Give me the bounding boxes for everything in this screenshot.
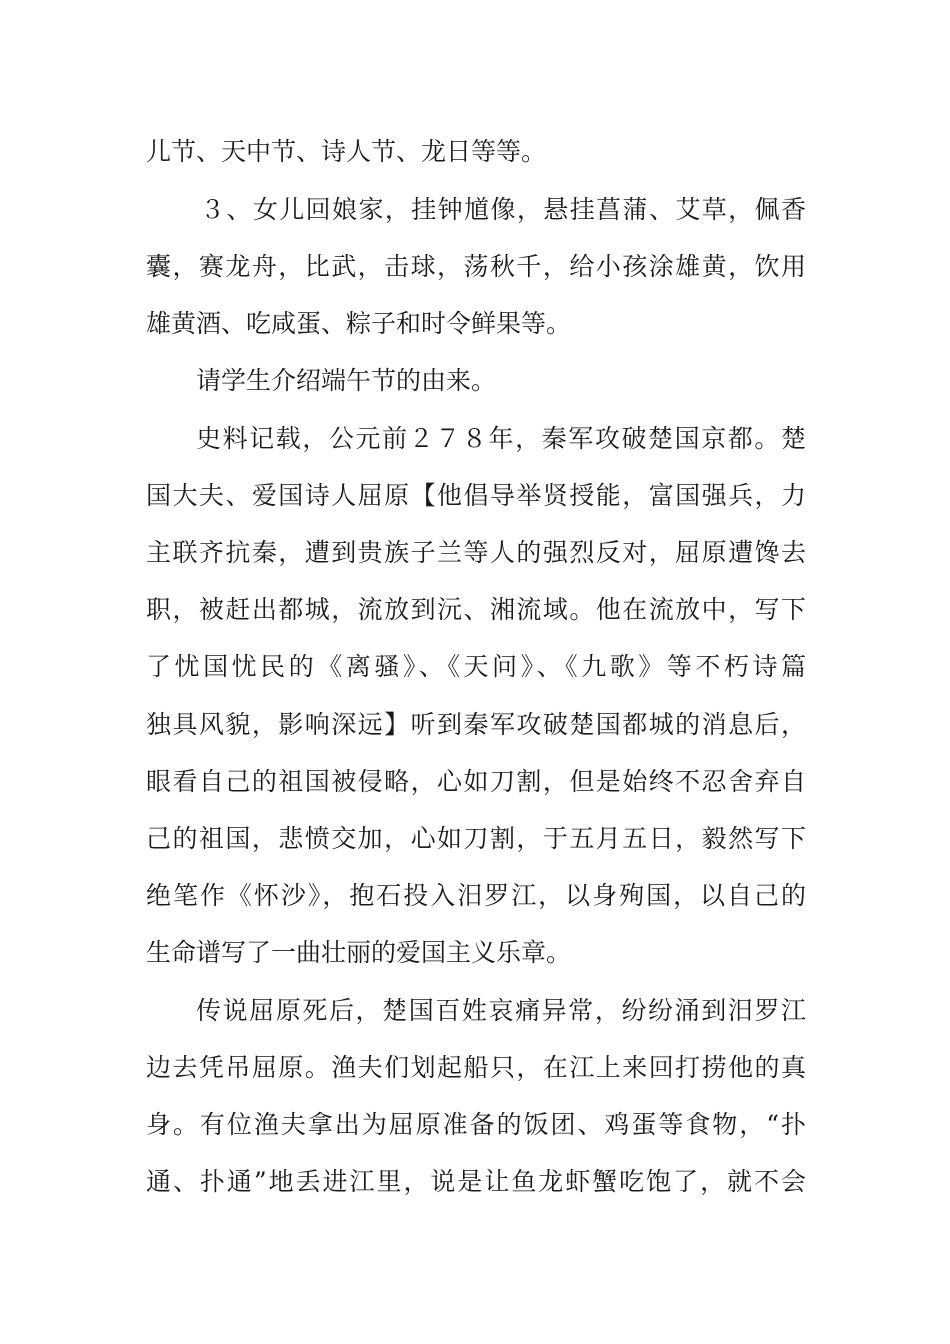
text-line: 生命谱写了一曲壮丽的爱国主义乐章。 [146,938,572,967]
text-line: 眼看自己的祖国被侵略，心如刀割，但是始终不忍舍弃自 [146,767,806,796]
text-line: 史料记载，公元前２７８年，秦军攻破楚国京都。楚 [196,424,806,453]
text-line: 国大夫、爱国诗人屈原【他倡导举贤授能，富国强兵，力 [146,481,806,510]
text-line: 通、扑通”地丢进江里，说是让鱼龙虾蟹吃饱了，就不会 [146,1167,806,1196]
text-line: 身。有位渔夫拿出为屈原准备的饭团、鸡蛋等食物，“扑 [146,1110,806,1139]
text-line: 儿节、天中节、诗人节、龙日等等。 [146,137,547,166]
text-line: 囊，赛龙舟，比武，击球，荡秋千，给小孩涂雄黄，饮用 [146,252,806,281]
text-line: 独具风貌，影响深远】听到秦军攻破楚国都城的消息后， [146,710,806,739]
text-line: 主联齐抗秦，遭到贵族子兰等人的强烈反对，屈原遭馋去 [146,538,806,567]
text-line: 传说屈原死后，楚国百姓哀痛异常，纷纷涌到汨罗江 [196,996,806,1025]
text-line: 己的祖国，悲愤交加，心如刀割，于五月五日，毅然写下 [146,824,806,853]
text-line: 请学生介绍端午节的由来。 [196,366,497,395]
text-line: ３、女儿回娘家，挂钟馗像，悬挂菖蒲、艾草，佩香 [200,195,806,224]
text-line: 边去凭吊屈原。渔夫们划起船只，在江上来回打捞他的真 [146,1053,806,1082]
text-line: 了忧国忧民的《离骚》、《天问》、《九歌》等不朽诗篇 [146,652,806,681]
text-line: 绝笔作《怀沙》，抱石投入汨罗江，以身殉国，以自己的 [146,881,806,910]
text-line: 职，被赶出都城，流放到沅、湘流域。他在流放中，写下 [146,595,806,624]
text-line: 雄黄酒、吃咸蛋、粽子和时令鲜果等。 [146,309,572,338]
